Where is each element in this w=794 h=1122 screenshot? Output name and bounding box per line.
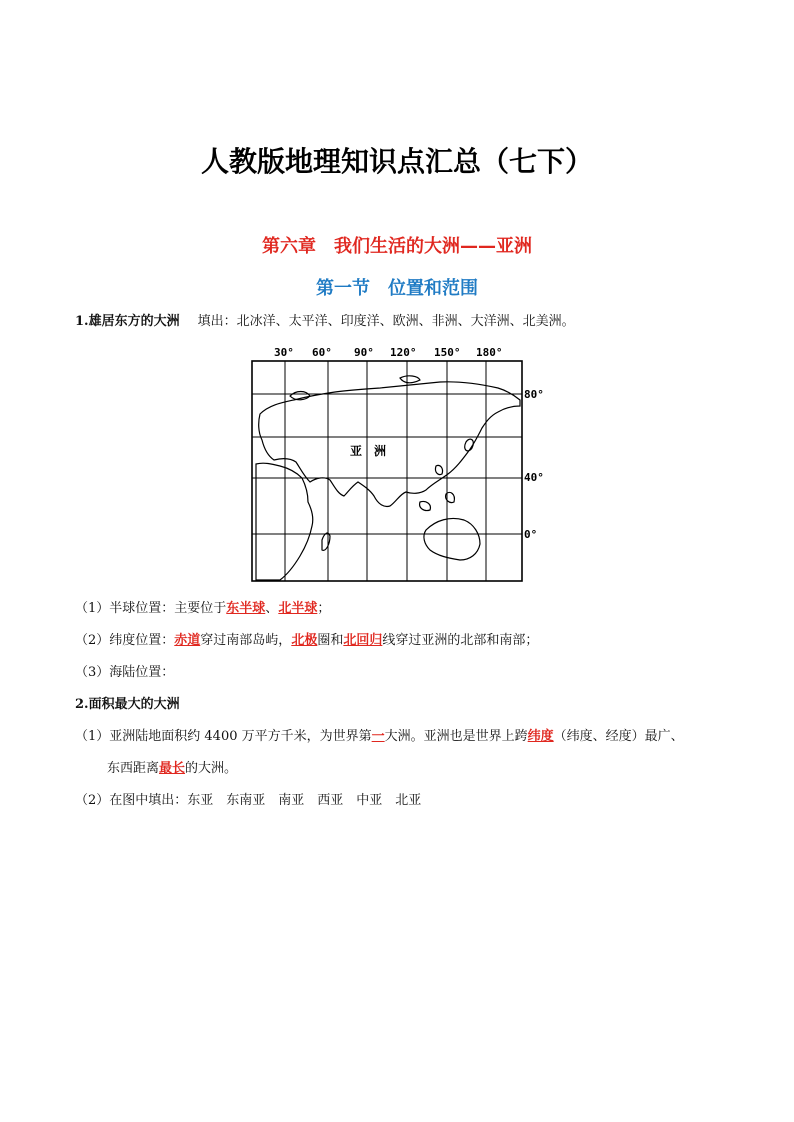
answer-longest: 最长 xyxy=(159,761,186,776)
p2-mid2: 圈和 xyxy=(317,633,344,648)
p1-prefix: （1）半球位置：主要位于 xyxy=(75,601,227,616)
question-2-heading: 2.面积最大的大洲 xyxy=(75,697,180,712)
lon-label-150: 150° xyxy=(434,346,461,359)
answer-north-hemisphere: 北半球 xyxy=(278,601,318,616)
p4-mid: 大洲。亚洲也是世界上跨 xyxy=(384,729,528,744)
lon-label-30: 30° xyxy=(274,346,294,359)
paragraph-hemisphere xyxy=(75,600,330,618)
map-region-label: 亚 洲 xyxy=(350,444,387,458)
lon-label-120: 120° xyxy=(390,346,417,359)
p4-prefix: （1）亚洲陆地面积约 4400 万平方千米，为世界第 xyxy=(75,729,372,744)
p2-mid1: 穿过南部岛屿， xyxy=(200,633,292,648)
answer-equator: 赤道 xyxy=(174,633,201,648)
p5-suffix: 的大洲。 xyxy=(185,761,238,776)
lon-label-180: 180° xyxy=(476,346,503,359)
answer-arctic: 北极 xyxy=(291,633,318,648)
page-title: 人教版地理知识点汇总（七下） xyxy=(200,145,593,178)
lon-label-60: 60° xyxy=(312,346,332,359)
lat-label-80: 80° xyxy=(524,388,544,401)
paragraph-land-sea: （3）海陆位置： xyxy=(75,665,175,680)
answer-first: 一 xyxy=(371,729,385,744)
answer-tropic-cancer: 北回归 xyxy=(343,633,383,648)
lon-label-90: 90° xyxy=(354,346,374,359)
chapter-heading: 第六章 我们生活的大洲——亚洲 xyxy=(262,236,532,257)
answer-east-hemisphere: 东半球 xyxy=(226,601,266,616)
lat-label-0: 0° xyxy=(524,528,538,541)
section-heading: 第一节 位置和范围 xyxy=(316,278,478,299)
answer-latitude: 纬度 xyxy=(527,729,554,744)
p4-suffix: （纬度、经度）最广、 xyxy=(553,729,684,744)
paragraph-area xyxy=(75,728,684,746)
lat-label-40: 40° xyxy=(524,471,544,484)
paragraph-regions: （2）在图中填出：东亚 东南亚 南亚 西亚 中亚 北亚 xyxy=(75,793,422,808)
paragraph-latitude xyxy=(75,632,538,650)
p1-suffix: ； xyxy=(317,601,331,616)
question-1 xyxy=(75,313,575,331)
paragraph-area-cont xyxy=(107,760,237,778)
asia-outline-map xyxy=(250,344,550,584)
p5-prefix: 东西距离 xyxy=(107,761,160,776)
question-1-heading: 1.雄居东方的大洲 xyxy=(75,314,180,329)
p1-sep: 、 xyxy=(265,601,279,616)
p2-prefix: （2）纬度位置： xyxy=(75,633,175,648)
p2-suffix: 线穿过亚洲的北部和南部； xyxy=(382,633,539,648)
question-1-instruction: 填出：北冰洋、太平洋、印度洋、欧洲、非洲、大洋洲、北美洲。 xyxy=(197,314,575,329)
